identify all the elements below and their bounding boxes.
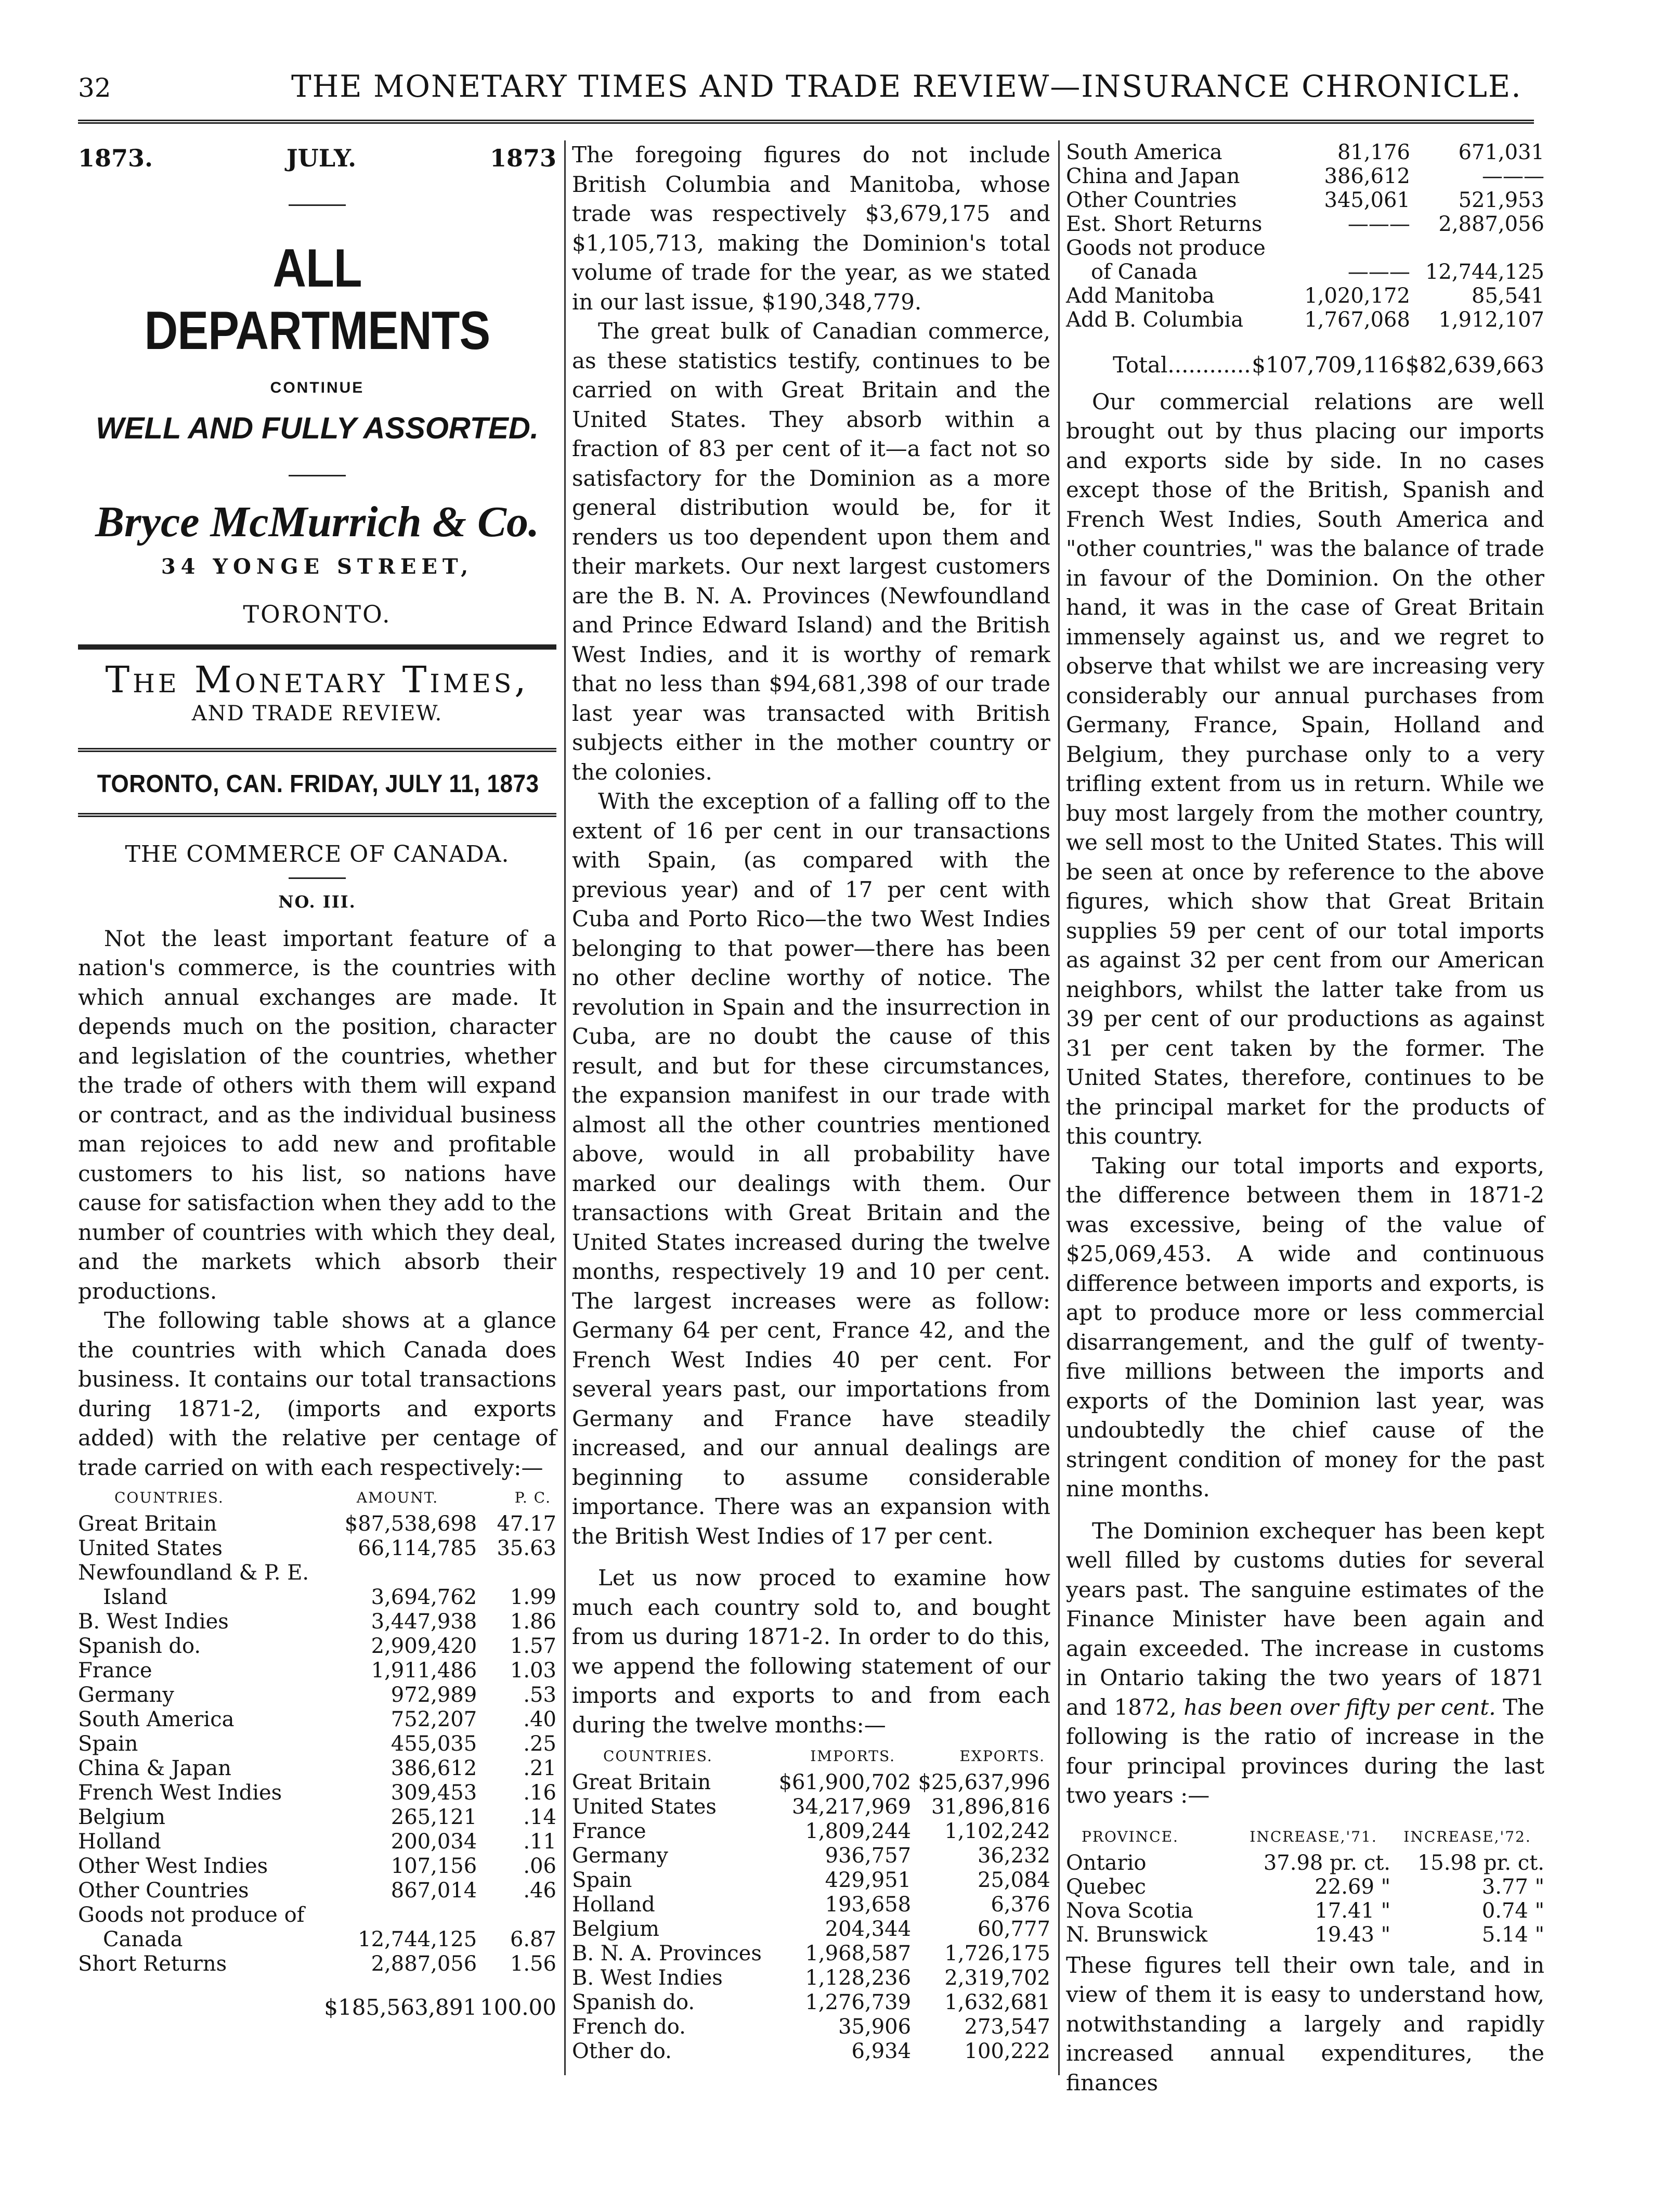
- row-value-pc: 1.99: [510, 1585, 556, 1609]
- row-value-exports: 31,896,816: [931, 1795, 1050, 1819]
- ad-year-right: 1873: [489, 144, 556, 172]
- trade-table: [78, 1485, 556, 2020]
- table-row: [572, 2039, 1050, 2064]
- dateline: TORONTO, CAN. FRIDAY, JULY 11, 1873: [97, 770, 539, 798]
- column-2: [572, 140, 1050, 2064]
- row-value-exports: 521,953: [1458, 188, 1544, 212]
- row-value-imports: 34,217,969: [792, 1795, 912, 1819]
- row-label: Goods not produce: [1066, 236, 1266, 260]
- row-label: Spanish do.: [78, 1634, 201, 1658]
- table-row: [572, 1942, 1050, 1966]
- row-label: Canada: [103, 1928, 183, 1951]
- table-row: [78, 1805, 556, 1830]
- article-paragraph: These figures tell their own tale, and in view of them it is easy to understand how, notwithstanding a largely and rapidly increased annual expenditures, the finances: [1066, 1952, 1544, 2095]
- column-divider: [1058, 140, 1060, 2075]
- table-header: COUNTRIES.: [603, 1748, 713, 1765]
- table-row: [1066, 140, 1544, 164]
- row-label: Great Britain: [78, 1512, 217, 1536]
- row-value-imports: 193,658: [825, 1893, 912, 1917]
- row-value-pc: .53: [523, 1683, 556, 1707]
- row-label: South America: [78, 1707, 235, 1731]
- row-label: French West Indies: [78, 1781, 282, 1805]
- table-row: [572, 1990, 1050, 2015]
- row-value-imports: $61,900,702: [778, 1770, 912, 1794]
- row-label: Est. Short Returns: [1066, 212, 1263, 236]
- row-label: Spanish do.: [572, 1990, 695, 2014]
- ad-rule: [289, 204, 346, 206]
- table-header: EXPORTS.: [959, 1748, 1045, 1765]
- row-value-pc: .25: [523, 1732, 556, 1756]
- row-label: United States: [572, 1795, 717, 1819]
- row-value-y72: 3.77 ": [1481, 1874, 1544, 1899]
- imports-exports-table: [572, 1744, 1050, 2064]
- article-paragraph: Not the least important feature of a nation's commerce, is the countries with which annual exchanges are made. It depends much on the position, character and legislation of the countries, whether the trade of others with them will expand or contract, and as the individual business man rejoices to add new and profitable customers to his list, so nations have cause for satisfaction when they add to the number of countries with which they deal, and the markets which absorb their productions.: [78, 925, 556, 1304]
- masthead-title: The Monetary Times,: [105, 658, 529, 701]
- row-value-imports: 1,020,172: [1304, 284, 1410, 308]
- table-row: [1066, 164, 1544, 188]
- row-value-exports: ———: [1482, 164, 1544, 188]
- row-label: Belgium: [78, 1805, 165, 1829]
- province-table: [1066, 1825, 1544, 1947]
- table-row: [1066, 1875, 1544, 1899]
- row-value-imports: 6,934: [851, 2039, 912, 2063]
- table-header: P. C.: [514, 1489, 551, 1506]
- row-label: Nova Scotia: [1066, 1898, 1193, 1923]
- table-row: [572, 1819, 1050, 1844]
- row-value-pc: .40: [523, 1707, 556, 1731]
- row-label: Quebec: [1066, 1874, 1146, 1899]
- row-value-amount: 200,034: [391, 1830, 477, 1854]
- row-label: of Canada: [1091, 260, 1198, 284]
- ad-company: Bryce McMurrich & Co.: [95, 497, 540, 546]
- row-label: Other Countries: [1066, 188, 1237, 212]
- row-value-pc: .21: [523, 1756, 556, 1780]
- row-value-pc: .11: [523, 1830, 556, 1854]
- table-row: [572, 2015, 1050, 2039]
- header-rule: [78, 120, 1534, 124]
- row-label: Goods not produce of: [78, 1903, 305, 1927]
- table-row: [1066, 212, 1544, 236]
- table-row: [1066, 1923, 1544, 1947]
- total-exports: $82,639,663: [1405, 352, 1544, 378]
- row-value-exports: 273,547: [964, 2015, 1050, 2039]
- row-label: Holland: [572, 1893, 655, 1917]
- table-row: [572, 1917, 1050, 1942]
- row-value-y71: 37.98 pr. ct.: [1263, 1851, 1391, 1875]
- article-paragraph: The foregoing figures do not include British Columbia and Manitoba, whose trade was respectively $3,679,175 and $1,105,713, making the Dominion's total volume of trade for the year, as we stated in our last issue, $190,348,779.: [572, 142, 1050, 315]
- masthead-rule: [78, 644, 556, 650]
- table-row: [1066, 308, 1544, 332]
- table-row: [78, 1683, 556, 1707]
- table-header: AMOUNT.: [356, 1489, 439, 1506]
- table-row: [78, 1707, 556, 1732]
- ad-year-left: 1873.: [78, 144, 153, 172]
- row-label: France: [572, 1819, 646, 1843]
- article-paragraph: The great bulk of Canadian commerce, as these statistics testify, continues to be carried on with Great Britain and the United States. They absorb within a fraction of 83 per cent of it—a fact not so satisfactory for the Dominion as a more general distribution would be, for it renders us too dependent upon them and their markets. Our next largest customers are the B. N. A. Provinces (Newfoundland and Prince Edward Island) and the British West Indies, and it is worthy of remark that no less than $94,681,398 of our trade last year was transacted with British subjects either in the mother country or the colonies.: [572, 318, 1050, 785]
- table-row: [1066, 1899, 1544, 1923]
- table-row: [78, 1732, 556, 1756]
- row-value-amount: 867,014: [391, 1879, 477, 1903]
- column-3: [1066, 140, 1544, 2098]
- row-value-amount: 972,989: [391, 1683, 477, 1707]
- column-1: [78, 140, 556, 2020]
- row-label: Ontario: [1066, 1851, 1147, 1875]
- row-label: Add Manitoba: [1066, 284, 1215, 308]
- row-label: B. West Indies: [572, 1966, 723, 1990]
- table-row: [572, 1795, 1050, 1819]
- row-value-exports: 1,632,681: [944, 1990, 1050, 2014]
- row-value-pc: 6.87: [510, 1928, 556, 1951]
- row-label: Island: [103, 1585, 168, 1609]
- row-value-amount: 2,909,420: [371, 1634, 477, 1658]
- row-value-amount: [318, 1561, 477, 1585]
- table-row: [1066, 188, 1544, 212]
- row-label: Short Returns: [78, 1952, 227, 1976]
- row-value-y71: 17.41 ": [1315, 1898, 1391, 1923]
- row-value-imports: 204,344: [825, 1917, 912, 1941]
- row-value-exports: 12,744,125: [1425, 260, 1544, 284]
- total-label: Total: [1113, 352, 1168, 378]
- table-row: [78, 1634, 556, 1659]
- row-value-imports: [1291, 236, 1410, 260]
- row-value-imports: 1,968,587: [805, 1942, 912, 1965]
- row-value-y72: 15.98 pr. ct.: [1417, 1851, 1544, 1875]
- table-row: [78, 1561, 556, 1585]
- row-value-amount: 386,612: [391, 1756, 477, 1780]
- row-value-exports: [1410, 236, 1544, 260]
- row-value-imports: 429,951: [825, 1868, 912, 1892]
- table-row: [572, 1893, 1050, 1917]
- table-row: [1066, 1851, 1544, 1875]
- imports-exports-total: Total............ $107,709,116 $82,639,663: [1066, 351, 1544, 380]
- table-row: [78, 1536, 556, 1561]
- row-label: B. N. A. Provinces: [572, 1942, 762, 1965]
- ad-assorted: WELL AND FULLY ASSORTED.: [96, 411, 539, 445]
- article-paragraph: The following table shows at a glance the countries with which Canada does business. It contains our total transactions during 1871-2, (imports and exports added) with the relative per centage of trade carried on with each respectively:—: [78, 1308, 556, 1480]
- row-value-amount: 265,121: [391, 1805, 477, 1829]
- row-label: Germany: [78, 1683, 174, 1707]
- article-paragraph: With the exception of a falling off to the extent of 16 per cent in our transactions with Spain, (as compared with the previous year) and of 17 per cent with Cuba and Porto Rico—the two West Indies belonging to that power—there has been no other decline worthy of notice. The revolution in Spain and the insurrection in Cuba, are no doubt the cause of this result, and but for these circumstances, the expansion manifest in our trade with almost all the other countries mentioned above, would in all probability have marked our dealings with them. Our transactions with Great Britain and the United States increased during the twelve months, respectively 19 and 10 per cent. The largest increases were as follow: Germany 64 per cent, France 42, and the French West Indies 40 per cent. For several years past, our importations from Germany and France have steadily increased, and our annual dealings are beginning to assume considerable importance. There was an expansion with the British West Indies of 17 per cent.: [572, 788, 1050, 1549]
- masthead-subtitle: AND TRADE REVIEW.: [191, 701, 443, 726]
- row-value-imports: ———: [1347, 260, 1410, 284]
- ad-month: JULY.: [286, 144, 357, 172]
- row-label: United States: [78, 1536, 223, 1560]
- row-value-amount: 107,156: [391, 1854, 477, 1878]
- table-header: COUNTRIES.: [114, 1489, 224, 1506]
- article-number: NO. III.: [278, 892, 356, 912]
- row-value-pc: .14: [523, 1805, 556, 1829]
- table-row: [78, 1879, 556, 1903]
- table-row: [78, 1781, 556, 1805]
- table-total-amount: $185,563,891: [324, 1995, 477, 2020]
- row-label: Other do.: [572, 2039, 672, 2063]
- row-value-amount: 1,911,486: [371, 1659, 477, 1683]
- ad-city: TORONTO.: [243, 600, 392, 628]
- article-rule: [289, 877, 346, 879]
- table-row: [572, 1868, 1050, 1893]
- row-value-pc: 1.03: [510, 1659, 556, 1683]
- article-paragraph: Let us now proced to examine how much each country sold to, and bought from us during 1871-2. In order to do this, we append the following statement of our imports and exports to and from each during the twelve months:—: [572, 1565, 1050, 1738]
- row-label: Other Countries: [78, 1879, 249, 1903]
- table-row: [1066, 284, 1544, 308]
- row-value-exports: 60,777: [978, 1917, 1050, 1941]
- row-value-exports: 25,084: [978, 1868, 1050, 1892]
- row-value-pc: [477, 1903, 556, 1928]
- table-header: INCREASE,'72.: [1403, 1828, 1531, 1845]
- table-row: [78, 1928, 556, 1952]
- table-row: [1066, 260, 1544, 284]
- row-value-exports: 100,222: [964, 2039, 1050, 2063]
- row-value-imports: 936,757: [825, 1844, 912, 1868]
- article-title: THE COMMERCE OF CANADA.: [125, 840, 510, 868]
- row-value-exports: 2,887,056: [1438, 212, 1544, 236]
- table-header: IMPORTS.: [810, 1748, 896, 1765]
- table-row: [78, 1854, 556, 1879]
- row-value-imports: 1,809,244: [805, 1819, 912, 1843]
- row-value-imports: 1,767,068: [1304, 308, 1410, 332]
- row-label: Spain: [78, 1732, 138, 1756]
- ad-rule: [289, 475, 346, 476]
- row-value-imports: 1,128,236: [805, 1966, 912, 1990]
- row-label: Great Britain: [572, 1770, 711, 1794]
- ad-headline: ALL DEPARTMENTS: [144, 238, 490, 361]
- row-value-exports: 1,102,242: [944, 1819, 1050, 1843]
- table-header: PROVINCE.: [1082, 1828, 1179, 1845]
- article-paragraph: The Dominion exchequer has been kept well filled by customs duties for several years past. The sanguine estimates of the Finance Minister have been again and again exceeded. The increase in customs in Ontario taking the two years of 1871 and 1872, has been over fifty per cent. The following is the ratio of increase in the four principal provinces during the last two years :—: [1066, 1518, 1544, 1808]
- table-row: [572, 1966, 1050, 1990]
- article-paragraph: Our commercial relations are well brought out by thus placing our imports and exports side by side. In no cases except those of the British, Spanish and French West Indies, South America and "other countries," was the balance of trade in favour of the Dominion. On the other hand, it was in the case of Great Britain immensely against us, and we regret to observe that whilst we are increasing very considerably our annual purchases from Germany, France, Spain, Holland and Belgium, they purchase only to a very trifling extent from us in return. While we buy most largely from the mother country, we sell most to the United States. This will be seen at once by reference to the above figures, which show that Great Britain supplies 59 per cent of our total imports as against 32 per cent from our American neighbors, whilst the latter take from us 39 per cent of our productions as against 31 per cent taken by the former. The United States, therefore, continues to be the principal market for the products of this country.: [1066, 389, 1544, 1149]
- row-value-imports: 35,906: [838, 2015, 912, 2039]
- row-value-exports: 85,541: [1472, 284, 1544, 308]
- row-label: N. Brunswick: [1066, 1922, 1208, 1947]
- row-label: Add B. Columbia: [1066, 308, 1244, 332]
- table-row: [78, 1610, 556, 1634]
- total-imports: $107,709,116: [1252, 352, 1405, 378]
- row-value-amount: [318, 1903, 477, 1928]
- row-value-exports: 6,376: [991, 1893, 1050, 1917]
- table-row: [78, 1756, 556, 1781]
- row-value-imports: 386,612: [1324, 164, 1410, 188]
- row-value-amount: 66,114,785: [358, 1536, 477, 1560]
- row-value-y71: 22.69 ": [1315, 1874, 1391, 1899]
- row-label: China & Japan: [78, 1756, 231, 1780]
- ad-street: 34 YONGE STREET,: [161, 554, 474, 579]
- dateline-rule: [78, 813, 556, 817]
- table-row: [572, 1770, 1050, 1795]
- row-value-amount: 309,453: [391, 1781, 477, 1805]
- row-value-amount: $87,538,698: [344, 1512, 477, 1536]
- running-header: THE MONETARY TIMES AND TRADE REVIEW—INSURANCE CHRONICLE.: [291, 69, 1522, 104]
- row-value-pc: 35.63: [497, 1536, 556, 1560]
- table-row: [1066, 236, 1544, 260]
- masthead-rule: [78, 748, 556, 752]
- table-row: [78, 1585, 556, 1610]
- row-value-exports: 36,232: [978, 1844, 1050, 1868]
- row-value-exports: $25,637,996: [918, 1770, 1050, 1794]
- row-label: Spain: [572, 1868, 632, 1892]
- table-row: [572, 1844, 1050, 1868]
- table-total-pc: 100.00: [480, 1995, 556, 2020]
- column-divider: [564, 140, 566, 2075]
- ad-continue: CONTINUE: [270, 379, 365, 396]
- page-number: 32: [78, 73, 111, 103]
- row-value-y71: 19.43 ": [1315, 1922, 1391, 1947]
- table-row: [78, 1903, 556, 1928]
- imports-exports-table-continued: [1066, 140, 1544, 332]
- row-value-amount: 455,035: [391, 1732, 477, 1756]
- row-value-imports: 345,061: [1324, 188, 1410, 212]
- row-label: Other West Indies: [78, 1854, 268, 1878]
- row-value-imports: ———: [1347, 212, 1410, 236]
- row-label: France: [78, 1659, 152, 1683]
- article-paragraph: Taking our total imports and exports, the difference between them in 1871-2 was excessive, being of the value of $25,069,453. A wide and continuous difference between imports and exports, is apt to produce more or less commercial disarrangement, and the gulf of twenty-five millions between the imports and exports of the Dominion last year, was undoubtedly the chief cause of the stringent condition of money for the past nine months.: [1066, 1153, 1544, 1502]
- row-value-imports: 1,276,739: [805, 1990, 912, 2014]
- row-label: China and Japan: [1066, 164, 1240, 188]
- row-value-pc: 1.56: [510, 1952, 556, 1976]
- row-value-amount: 12,744,125: [358, 1928, 477, 1951]
- row-value-pc: 47.17: [497, 1512, 556, 1536]
- row-label: Newfoundland & P. E.: [78, 1561, 309, 1585]
- row-value-amount: 3,447,938: [371, 1610, 477, 1634]
- row-label: B. West Indies: [78, 1610, 229, 1634]
- row-label: Belgium: [572, 1917, 659, 1941]
- row-value-pc: .16: [523, 1781, 556, 1805]
- row-value-y72: 5.14 ": [1481, 1922, 1544, 1947]
- row-value-exports: 671,031: [1458, 140, 1544, 164]
- row-value-amount: 3,694,762: [371, 1585, 477, 1609]
- table-header: INCREASE,'71.: [1250, 1828, 1377, 1845]
- row-label: Holland: [78, 1830, 161, 1854]
- row-value-imports: 81,176: [1337, 140, 1410, 164]
- row-value-y72: 0.74 ": [1481, 1898, 1544, 1923]
- row-value-pc: 1.57: [510, 1634, 556, 1658]
- row-label: South America: [1066, 140, 1222, 164]
- row-value-amount: 2,887,056: [371, 1952, 477, 1976]
- row-value-exports: 1,726,175: [944, 1942, 1050, 1965]
- row-value-pc: .46: [523, 1879, 556, 1903]
- ad-date-line: [78, 144, 556, 173]
- row-value-pc: 1.86: [510, 1610, 556, 1634]
- row-label: French do.: [572, 2015, 686, 2039]
- row-label: Germany: [572, 1844, 668, 1868]
- row-value-exports: 2,319,702: [944, 1966, 1050, 1990]
- table-row: [78, 1512, 556, 1536]
- table-row: [78, 1659, 556, 1683]
- table-row: [78, 1952, 556, 1976]
- row-value-pc: .06: [523, 1854, 556, 1878]
- table-row: [78, 1830, 556, 1854]
- row-value-amount: 752,207: [391, 1707, 477, 1731]
- row-value-exports: 1,912,107: [1438, 308, 1544, 332]
- row-value-pc: [477, 1561, 556, 1585]
